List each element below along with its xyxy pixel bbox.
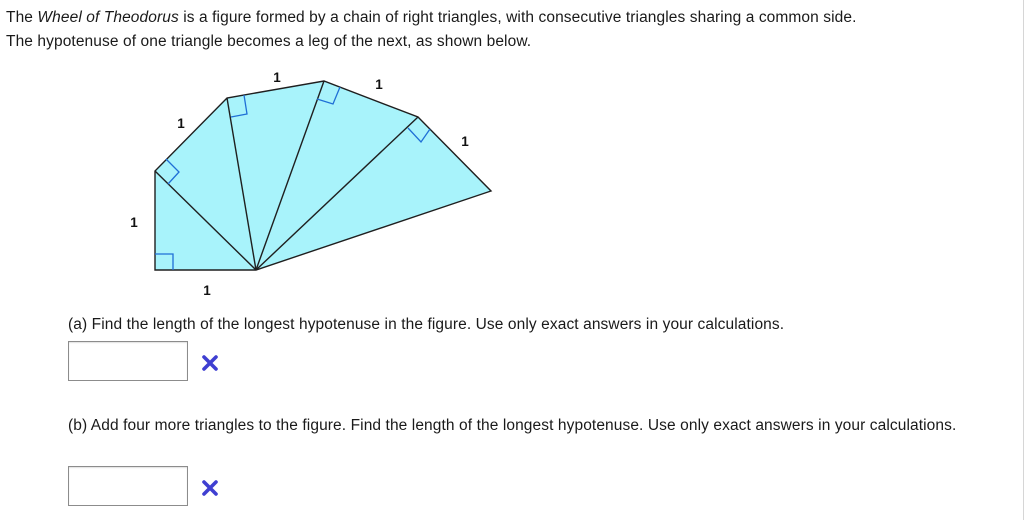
intro-text-start: The	[6, 9, 38, 26]
intro-line-2: The hypotenuse of one triangle becomes a leg of the next, as shown below.	[6, 33, 532, 50]
label-side-2: 1	[273, 70, 281, 85]
answer-a-input[interactable]	[68, 341, 188, 381]
question-a-text: (a) Find the length of the longest hypotenuse in the figure. Use only exact answers in your calculations.	[68, 316, 785, 333]
figure-name: Wheel of Theodorus	[37, 9, 179, 26]
label-left-leg: 1	[130, 215, 138, 230]
intro-text-rest: is a figure formed by a chain of right triangles, with consecutive triangles sharing a common side.	[178, 9, 857, 26]
label-bottom-leg: 1	[203, 283, 211, 298]
label-side-1: 1	[177, 116, 185, 131]
question-b-text: (b) Add four more triangles to the figure. Find the length of the longest hypotenuse. Use only exact answers in your calculations.	[68, 417, 957, 434]
wheel-fill	[155, 81, 491, 270]
label-side-4: 1	[461, 134, 469, 149]
x-mark-icon	[201, 354, 219, 372]
x-mark-icon	[201, 479, 219, 497]
answer-b-input[interactable]	[68, 466, 188, 506]
label-side-3: 1	[375, 77, 383, 92]
